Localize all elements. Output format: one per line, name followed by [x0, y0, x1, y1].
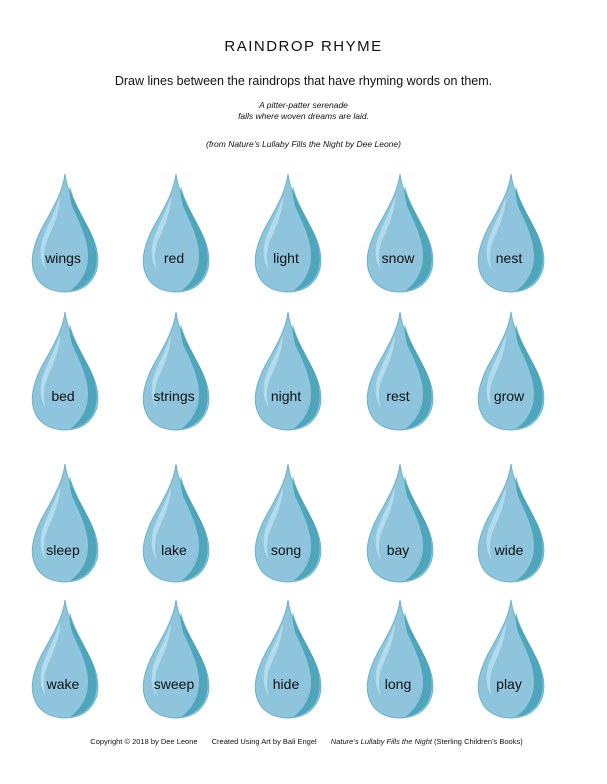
raindrop-light[interactable] [253, 172, 323, 292]
raindrop-nest[interactable] [476, 172, 546, 292]
raindrop-icon [30, 598, 100, 718]
raindrop-night[interactable] [253, 310, 323, 430]
footer-copyright: Copyright © 2018 by Dee Leone [90, 737, 198, 746]
raindrop-icon [365, 310, 435, 430]
raindrop-icon [141, 462, 211, 582]
footer-art-credit: Created Using Art by Bali Engel [211, 737, 317, 746]
raindrop-icon [253, 462, 323, 582]
footer-book [331, 737, 523, 746]
raindrop-word: bay [386, 542, 410, 558]
raindrop-word: grow [493, 388, 525, 404]
source-author: by Dee Leone [345, 139, 399, 149]
raindrop-icon [141, 598, 211, 718]
worksheet-title: RAINDROP RHYME [224, 38, 383, 55]
raindrop-word: play [496, 676, 522, 692]
raindrop-icon [30, 172, 100, 292]
raindrop-icon [141, 172, 211, 292]
raindrop-icon [476, 462, 546, 582]
raindrop-word: wake [46, 676, 80, 692]
raindrop-icon [253, 310, 323, 430]
raindrop-play[interactable] [476, 598, 546, 718]
raindrop-icon [30, 462, 100, 582]
raindrop-word: night [270, 388, 302, 404]
raindrop-word: long [384, 676, 412, 692]
raindrop-icon [476, 598, 546, 718]
raindrop-word: hide [272, 676, 300, 692]
raindrop-word: sweep [153, 676, 195, 692]
raindrop-song[interactable] [253, 462, 323, 582]
raindrop-grow[interactable] [476, 310, 546, 430]
raindrop-icon [476, 310, 546, 430]
raindrop-sleep[interactable] [30, 462, 100, 582]
raindrop-bed[interactable] [30, 310, 100, 430]
raindrop-word: strings [153, 388, 195, 404]
raindrop-word: rest [386, 388, 410, 404]
raindrop-long[interactable] [365, 598, 435, 718]
footer [0, 737, 607, 746]
raindrop-word: sleep [46, 542, 80, 558]
source-close: ) [398, 139, 401, 149]
raindrop-icon [253, 598, 323, 718]
raindrop-wide[interactable] [476, 462, 546, 582]
raindrop-word: wide [494, 542, 524, 558]
raindrop-snow[interactable] [365, 172, 435, 292]
raindrop-icon [365, 598, 435, 718]
footer-publisher: (Sterling Children’s Books) [431, 737, 523, 746]
raindrop-bay[interactable] [365, 462, 435, 582]
raindrop-icon [253, 172, 323, 292]
raindrop-word: bed [51, 388, 75, 404]
raindrop-icon [476, 172, 546, 292]
source-open: (from Nature’s Lullaby Fills the Night [206, 139, 346, 149]
poem [0, 100, 607, 122]
raindrop-word: nest [495, 250, 523, 266]
raindrop-wings[interactable] [30, 172, 100, 292]
raindrop-strings[interactable] [141, 310, 211, 430]
raindrop-word: song [270, 542, 302, 558]
raindrop-lake[interactable] [141, 462, 211, 582]
raindrop-word: light [273, 250, 299, 266]
poem-line-1: A pitter-patter serenade [259, 100, 348, 110]
footer-book-title: Nature’s Lullaby Fills the Night [330, 737, 432, 746]
raindrop-icon [30, 310, 100, 430]
instructions: Draw lines between the raindrops that have rhyming words on them. [114, 74, 493, 88]
raindrop-icon [141, 310, 211, 430]
raindrop-word: lake [161, 542, 187, 558]
raindrop-sweep[interactable] [141, 598, 211, 718]
source-citation [0, 139, 607, 149]
raindrop-hide[interactable] [253, 598, 323, 718]
raindrop-icon [365, 172, 435, 292]
raindrop-rest[interactable] [365, 310, 435, 430]
raindrop-wake[interactable] [30, 598, 100, 718]
raindrop-icon [365, 462, 435, 582]
raindrop-word: wings [45, 250, 81, 266]
raindrop-word: red [163, 250, 185, 266]
poem-line-2: falls where woven dreams are laid. [238, 111, 369, 121]
raindrop-word: snow [381, 250, 415, 266]
raindrop-red[interactable] [141, 172, 211, 292]
